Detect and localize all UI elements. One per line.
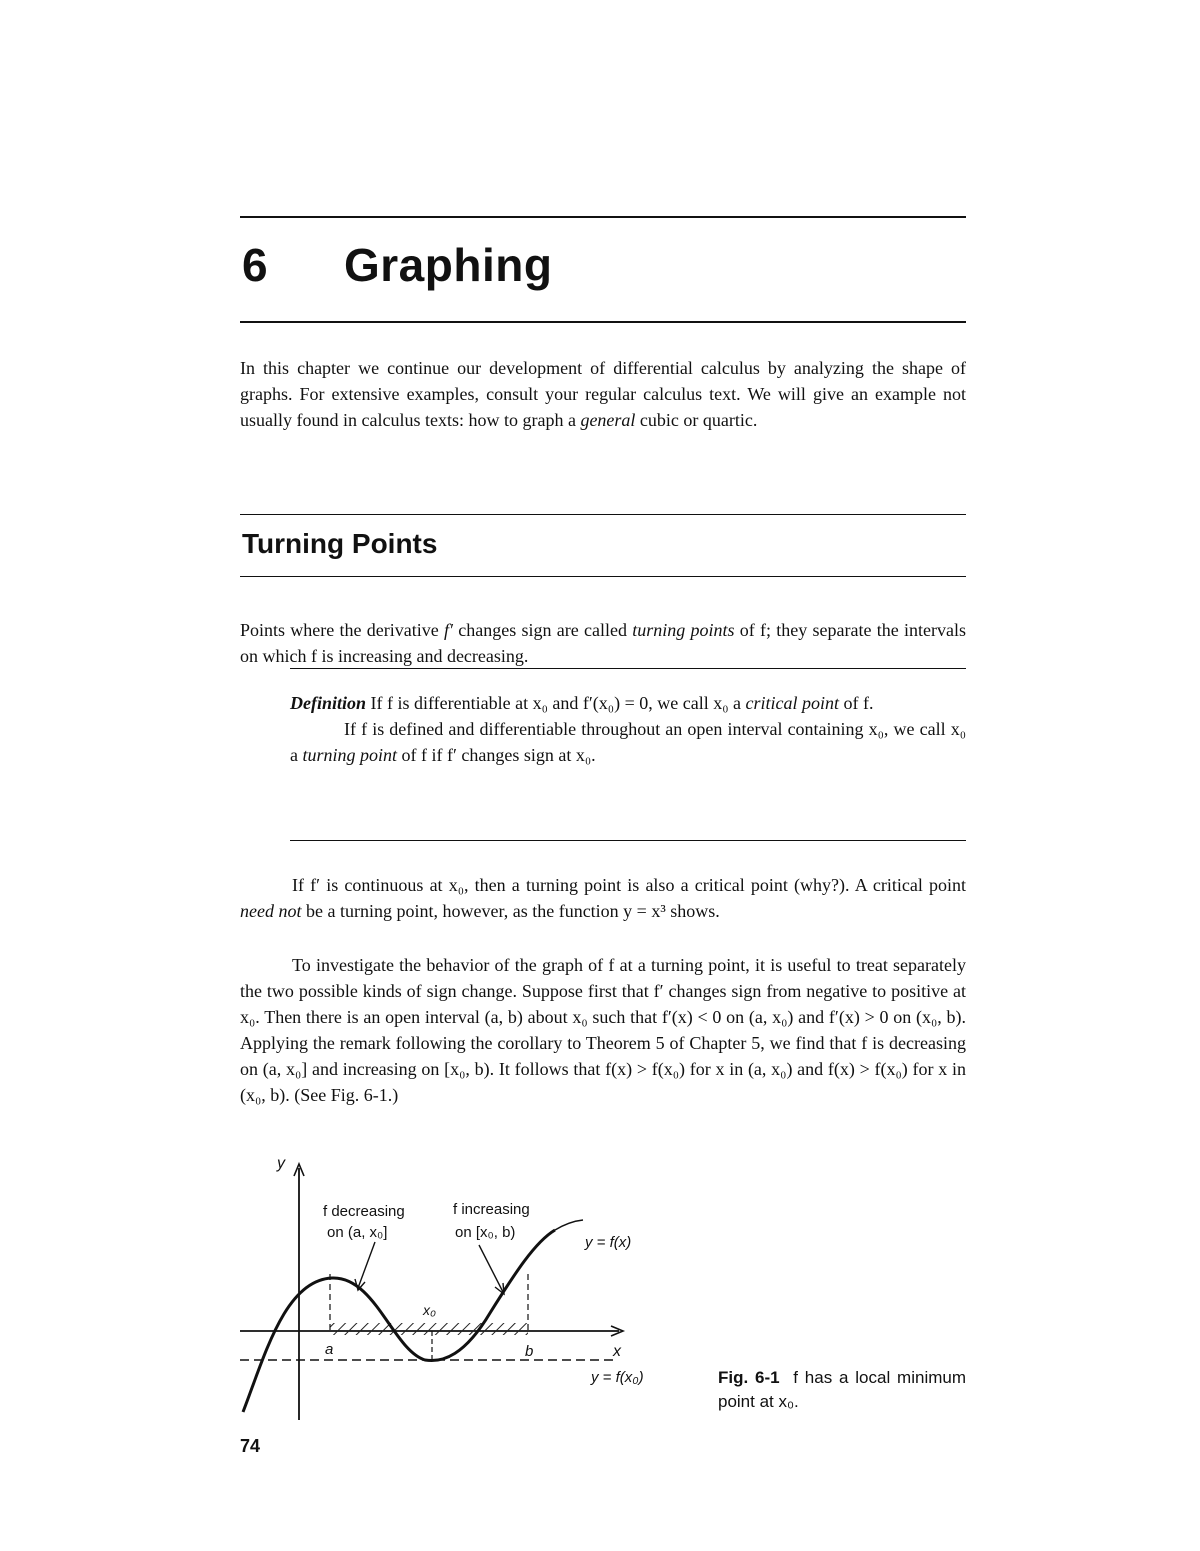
definition-text-1a: If f is differentiable at x₀ and f′(x₀) = 0, we call x₀ a	[366, 693, 746, 713]
definition-text-2a: If f is defined and differentiable throughout an open interval containing x₀, we call x₀ a	[290, 719, 966, 765]
body-paragraph-1	[240, 872, 966, 924]
curve-label-leader	[555, 1220, 583, 1230]
definition-text-2b: of f if f′ changes sign at x₀.	[397, 745, 596, 765]
chapter-heading	[240, 238, 966, 308]
intro-emphasis: general	[580, 410, 636, 430]
increasing-label-line1: f increasing	[453, 1201, 530, 1218]
section-title: Turning Points	[242, 528, 438, 559]
curve-label: y = f(x)	[585, 1234, 632, 1251]
definition-bottom-rule	[290, 840, 966, 841]
body2-text: To investigate the behavior of the graph of f at a turning point, it is useful to treat separately the two possible kinds of sign change. Suppose first that f′ changes sign from negative to positive at x₀. Then there is an open interval (a, b) about x₀ such that f′(x) < 0 on (a, x₀) and f′(x) > 0 on (x₀, b). Applying the remark following the corollary to Theorem 5 of Chapter 5, we find that f is decreasing on (a, x₀] and increasing on [x₀, b). It follows that f(x) > f(x₀) for x in (a, x₀) and f(x) > f(x₀) for x in (x₀, b). (See Fig. 6-1.)	[240, 955, 966, 1105]
definition-box	[290, 690, 966, 768]
x-axis-label: x	[613, 1343, 621, 1360]
turning-points-paragraph	[240, 617, 966, 669]
turning-fprime: f′	[444, 620, 453, 640]
x0-label: x₀	[423, 1302, 436, 1318]
turning-text-c: of f; they separate the intervals on which f is increasing and decreasing.	[240, 620, 966, 666]
chapter-title: Graphing	[344, 239, 553, 291]
function-curve	[243, 1230, 555, 1412]
body1-emphasis: need not	[240, 901, 302, 921]
figure-6-1	[235, 1150, 675, 1435]
definition-critical-point: critical point	[745, 693, 839, 713]
chapter-bottom-rule	[240, 321, 966, 323]
caption-label: Fig. 6-1	[718, 1368, 780, 1387]
a-label: a	[325, 1341, 334, 1358]
hatched-interval	[330, 1323, 528, 1335]
y-axis-label: y	[277, 1155, 285, 1172]
increasing-label-line2: on [x₀, b)	[455, 1224, 516, 1241]
definition-top-rule	[290, 668, 966, 669]
section-bottom-rule	[240, 576, 966, 577]
definition-label: Definition	[290, 693, 367, 713]
turning-emphasis: turning points	[632, 620, 735, 640]
intro-paragraph	[240, 355, 966, 433]
decreasing-label-line2: on (a, x₀]	[327, 1224, 388, 1241]
turning-text-b: changes sign are called	[452, 620, 633, 640]
chapter-number: 6	[242, 239, 269, 291]
body1-text-b: be a turning point, however, as the function y = x³ shows.	[301, 901, 720, 921]
increasing-arrow	[479, 1245, 503, 1292]
intro-text-end: cubic or quartic.	[635, 410, 758, 430]
figure-caption	[718, 1366, 966, 1414]
minimum-line-label: y = f(x₀)	[591, 1369, 644, 1386]
decreasing-arrow	[358, 1242, 375, 1288]
intro-text: In this chapter we continue our development of differential calculus by analyzing the shape of graphs. For extensive examples, consult your regular calculus text. We will give an example not usually found in calculus texts: how to graph a	[240, 358, 966, 430]
page-number: 74	[240, 1436, 261, 1456]
section-top-rule	[240, 514, 966, 515]
body-paragraph-2	[240, 952, 966, 1108]
chapter-top-rule	[240, 216, 966, 218]
figure-graph	[235, 1150, 675, 1430]
definition-turning-point: turning point	[302, 745, 398, 765]
decreasing-label-line1: f decreasing	[323, 1203, 405, 1220]
b-label: b	[525, 1343, 534, 1360]
turning-text-a: Points where the derivative	[240, 620, 445, 640]
definition-text-1b: of f.	[838, 693, 874, 713]
caption-text: f has a local minimum point at x₀.	[718, 1368, 967, 1411]
body1-text-a: If f′ is continuous at x₀, then a turning point is also a critical point (why?). A critical point	[292, 875, 966, 895]
